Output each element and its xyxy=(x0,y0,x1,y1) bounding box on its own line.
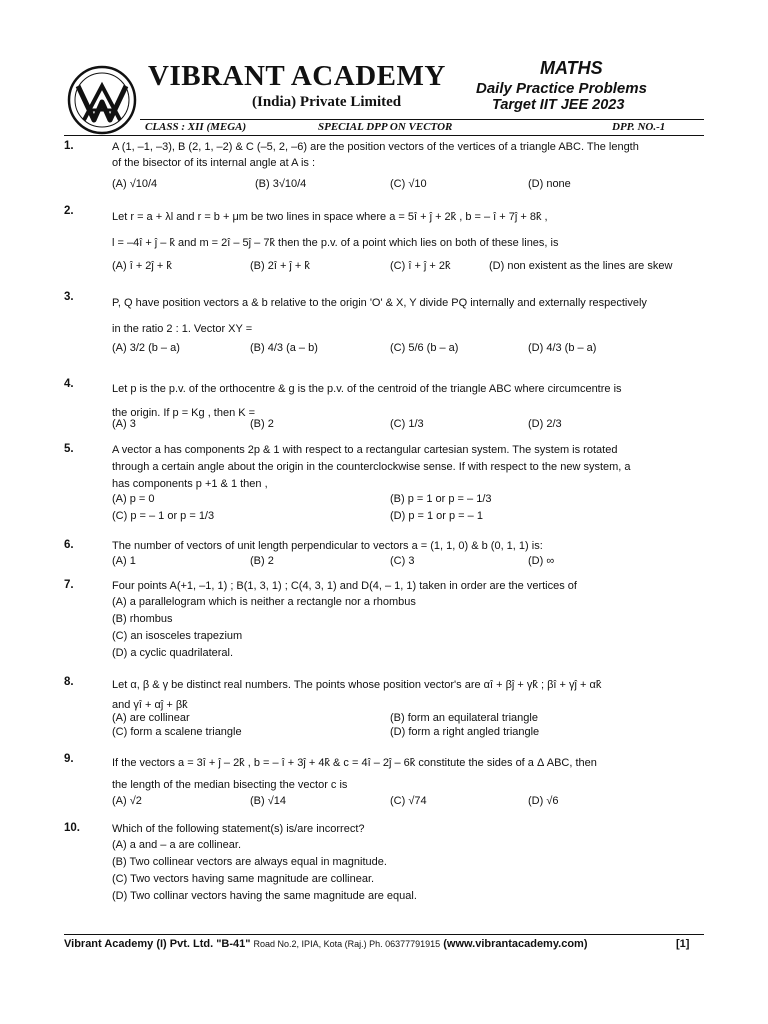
question-line: If the vectors a = 3î + ĵ – 2k̂ , b = – î + 3ĵ + 4k̂ & c = 4î – 2ĵ – 6k̂ constitute the sides of a Δ ABC, then xyxy=(112,757,597,769)
option: (D) 2/3 xyxy=(528,418,562,430)
question-number: 7. xyxy=(64,579,74,591)
option: (D) ∞ xyxy=(528,555,555,567)
academy-logo xyxy=(66,64,138,136)
footer-rule xyxy=(64,934,704,935)
question-line: The number of vectors of unit length perpendicular to vectors a = (1, 1, 0) & b (0, 1, 1) is: xyxy=(112,540,543,552)
option: (C) Two vectors having same magnitude are collinear. xyxy=(112,873,375,885)
option: (B) rhombus xyxy=(112,613,173,625)
institute-subtitle: (India) Private Limited xyxy=(252,94,402,110)
question-number: 3. xyxy=(64,291,74,303)
option: (A) î + 2ĵ + k̂ xyxy=(112,260,172,272)
institute-name: VIBRANT ACADEMY xyxy=(148,60,446,92)
question-line: the length of the median bisecting the vector c is xyxy=(112,779,348,791)
question-line: l = –4î + ĵ – k̂ and m = 2î – 5ĵ – 7k̂ then the p.v. of a point which lies on both of these lines, is xyxy=(112,237,559,249)
question-line: the origin. If p = Kg , then K = xyxy=(112,407,256,419)
option: (B) form an equilateral triangle xyxy=(390,712,538,724)
question-text xyxy=(112,578,708,594)
question-text xyxy=(112,290,708,342)
question-number: 5. xyxy=(64,443,74,455)
option: (B) √14 xyxy=(250,795,286,807)
option: (B) 2î + ĵ + k̂ xyxy=(250,260,310,272)
question-number: 10. xyxy=(64,822,80,834)
question-text xyxy=(112,442,708,493)
question-number: 8. xyxy=(64,676,74,688)
header-rule-top xyxy=(140,119,704,120)
option: (C) 5/6 (b – a) xyxy=(390,342,459,354)
question-text xyxy=(112,538,708,554)
question-line: has components p +1 & 1 then , xyxy=(112,478,268,490)
option: (B) 4/3 (a – b) xyxy=(250,342,318,354)
dpp-number: DPP. NO.-1 xyxy=(612,121,666,133)
option: (C) î + ĵ + 2k̂ xyxy=(390,260,451,272)
option: (D) none xyxy=(528,178,571,190)
question-text xyxy=(112,675,708,715)
option: (C) an isosceles trapezium xyxy=(112,630,243,642)
question-line: P, Q have position vectors a & b relative to the origin 'O' & X, Y divide PQ internally and externally respectively xyxy=(112,297,647,309)
question-text xyxy=(112,752,708,796)
dpp-title: Daily Practice Problems xyxy=(476,80,647,97)
option: (A) 3/2 (b – a) xyxy=(112,342,180,354)
question-line: Let α, β & γ be distinct real numbers. The points whose position vector's are αî + βĵ + γk̂ ; βî + γĵ + αk̂ xyxy=(112,679,602,691)
question-line: of the bisector of its internal angle at A is : xyxy=(112,157,316,169)
footer-text xyxy=(64,938,587,950)
option: (A) √10/4 xyxy=(112,178,158,190)
footer-address: Road No.2, IPIA, Kota (Raj.) Ph. 06377791915 xyxy=(253,939,441,949)
option: (C) p = – 1 or p = 1/3 xyxy=(112,510,215,522)
question-line: Let p is the p.v. of the orthocentre & g is the p.v. of the centroid of the triangle ABC where circumcentre is xyxy=(112,383,622,395)
option: (D) a cyclic quadrilateral. xyxy=(112,647,234,659)
subject-heading: MATHS xyxy=(540,58,603,78)
option: (A) 3 xyxy=(112,418,136,430)
option: (A) are collinear xyxy=(112,712,190,724)
question-line: in the ratio 2 : 1. Vector XY = xyxy=(112,323,253,335)
option: (C) 3 xyxy=(390,555,415,567)
option: (B) 3√10/4 xyxy=(255,178,307,190)
question-line: and γî + αĵ + βk̂ xyxy=(112,699,188,711)
question-text xyxy=(112,821,708,837)
question-text xyxy=(112,139,708,171)
option: (C) √10 xyxy=(390,178,427,190)
footer-company: Vibrant Academy (I) Pvt. Ltd. "B-41" xyxy=(64,938,251,950)
option: (B) p = 1 or p = – 1/3 xyxy=(390,493,492,505)
option: (A) 1 xyxy=(112,555,136,567)
option: (C) 1/3 xyxy=(390,418,424,430)
question-line: A vector a has components 2p & 1 with respect to a rectangular cartesian system. The system is rotated xyxy=(112,444,618,456)
option: (B) Two collinear vectors are always equal in magnitude. xyxy=(112,856,387,868)
question-number: 9. xyxy=(64,753,74,765)
question-line: Four points A(+1, –1, 1) ; B(1, 3, 1) ; C(4, 3, 1) and D(4, – 1, 1) taken in order are the vertices of xyxy=(112,580,577,592)
option: (B) 2 xyxy=(250,418,274,430)
page-number: [1] xyxy=(676,938,690,950)
option: (D) 4/3 (b – a) xyxy=(528,342,597,354)
footer-website: (www.vibrantacademy.com) xyxy=(443,938,588,950)
option: (A) a and – a are collinear. xyxy=(112,839,242,851)
question-line: Let r = a + λl and r = b + μm be two lines in space where a = 5î + ĵ + 2k̂ , b = – î + 7ĵ + 8k̂ , xyxy=(112,211,548,223)
option: (A) √2 xyxy=(112,795,142,807)
option: (A) a parallelogram which is neither a rectangle nor a rhombus xyxy=(112,596,416,608)
topic-label: SPECIAL DPP ON VECTOR xyxy=(318,121,453,133)
question-number: 2. xyxy=(64,205,74,217)
option: (C) √74 xyxy=(390,795,427,807)
option: (D) Two collinar vectors having the same magnitude are equal. xyxy=(112,890,417,902)
option: (D) √6 xyxy=(528,795,559,807)
target-exam: Target IIT JEE 2023 xyxy=(492,97,625,113)
option: (D) non existent as the lines are skew xyxy=(489,260,673,272)
option: (D) form a right angled triangle xyxy=(390,726,540,738)
option: (A) p = 0 xyxy=(112,493,155,505)
question-text xyxy=(112,204,708,256)
option: (B) 2 xyxy=(250,555,274,567)
question-number: 6. xyxy=(64,539,74,551)
question-number: 4. xyxy=(64,378,74,390)
option: (D) p = 1 or p = – 1 xyxy=(390,510,483,522)
question-line: A (1, –1, –3), B (2, 1, –2) & C (–5, 2, –6) are the position vectors of the vertices of a triangle ABC. The length xyxy=(112,141,639,153)
question-line: Which of the following statement(s) is/are incorrect? xyxy=(112,823,365,835)
option: (C) form a scalene triangle xyxy=(112,726,242,738)
class-label: CLASS : XII (MEGA) xyxy=(145,121,247,133)
header-rule-bottom xyxy=(64,135,704,136)
question-number: 1. xyxy=(64,140,74,152)
question-line: through a certain angle about the origin in the counterclockwise sense. If with respect to the new system, a xyxy=(112,461,631,473)
